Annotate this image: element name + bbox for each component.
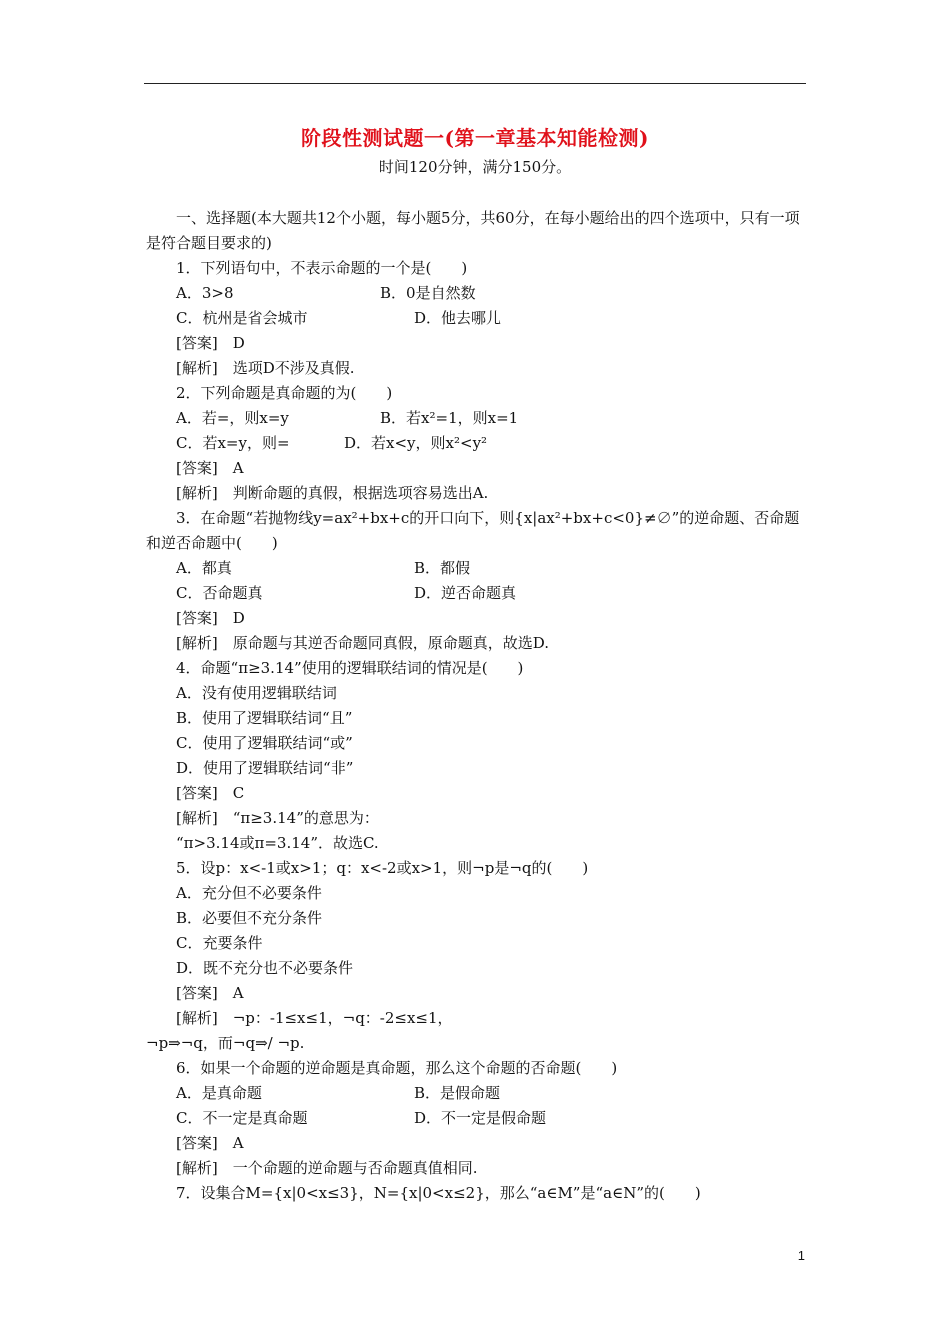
option-c: C．若x=y，则= xyxy=(176,434,290,452)
question-3-stem: 3．在命题“若抛物线y=ax²+bx+c的开口向下，则{x|ax²+bx+c<0}≠∅”的逆命题、否命题和逆否命题中( ) xyxy=(146,509,800,552)
option-c: C．否命题真 xyxy=(176,584,263,602)
question-1-answer: [答案] D xyxy=(176,334,245,352)
option-a: A．充分但不必要条件 xyxy=(176,884,322,902)
question-6-answer: [答案] A xyxy=(176,1134,244,1152)
option-d: D．若x<y，则x²<y² xyxy=(344,434,488,452)
question-2-analysis: [解析] 判断命题的真假，根据选项容易选出A. xyxy=(176,484,489,502)
section-heading: 一、选择题(本大题共12个小题，每小题5分，共60分，在每小题给出的四个选项中，只有一项是符合题目要求的) xyxy=(146,209,800,252)
option-b: B．是假命题 xyxy=(414,1084,501,1102)
option-a: A．是真命题 xyxy=(176,1084,262,1102)
option-a: A．3>8 xyxy=(176,284,234,302)
option-d: D．他去哪儿 xyxy=(414,309,502,327)
question-2-stem: 2．下列命题是真命题的为( ) xyxy=(176,384,393,402)
option-c: C．不一定是真命题 xyxy=(176,1109,308,1127)
option-a: A．都真 xyxy=(176,559,232,577)
option-d: D．逆否命题真 xyxy=(414,584,517,602)
question-1-options-row1 xyxy=(146,281,814,306)
question-5-analysis-cont: ¬p⇒¬q，而¬q⇒/ ¬p. xyxy=(146,1034,305,1052)
question-4-analysis-cont: “π>3.14或π=3.14”．故选C. xyxy=(176,834,379,852)
document-body xyxy=(146,206,814,1206)
question-4-stem: 4．命题“π≥3.14”使用的逻辑联结词的情况是( ) xyxy=(176,659,524,677)
page-number: 1 xyxy=(797,1248,805,1263)
option-c: C．充要条件 xyxy=(176,934,263,952)
option-d: D．既不充分也不必要条件 xyxy=(176,959,354,977)
question-3-answer: [答案] D xyxy=(176,609,245,627)
question-2-options-row1 xyxy=(146,406,814,431)
question-6-analysis: [解析] 一个命题的逆命题与否命题真值相同. xyxy=(176,1159,478,1177)
question-4-analysis: [解析] “π≥3.14”的意思为： xyxy=(176,809,379,827)
option-b: B．必要但不充分条件 xyxy=(176,909,323,927)
question-1-analysis: [解析] 选项D不涉及真假. xyxy=(176,359,355,377)
question-6-options-row1 xyxy=(146,1081,814,1106)
question-2-options-row2 xyxy=(146,431,814,456)
question-3-options-row1 xyxy=(146,556,814,581)
question-3-options-row2 xyxy=(146,581,814,606)
option-b: B．0是自然数 xyxy=(380,284,476,302)
option-a: A．若=，则x=y xyxy=(176,409,289,427)
option-b: B．都假 xyxy=(414,559,471,577)
question-5-answer: [答案] A xyxy=(176,984,244,1002)
header-rule xyxy=(144,83,806,84)
option-d: D．使用了逻辑联结词“非” xyxy=(176,759,354,777)
option-c: C．使用了逻辑联结词“或” xyxy=(176,734,353,752)
question-6-options-row2 xyxy=(146,1106,814,1131)
question-2-answer: [答案] A xyxy=(176,459,244,477)
question-1-options-row2 xyxy=(146,306,814,331)
option-b: B．使用了逻辑联结词“且” xyxy=(176,709,353,727)
option-d: D．不一定是假命题 xyxy=(414,1109,547,1127)
question-1-stem: 1．下列语句中，不表示命题的一个是( ) xyxy=(176,259,468,277)
option-b: B．若x²=1，则x=1 xyxy=(380,409,519,427)
question-3-analysis: [解析] 原命题与其逆否命题同真假，原命题真，故选D. xyxy=(176,634,549,652)
question-5-stem: 5．设p：x<-1或x>1；q：x<-2或x>1，则¬p是¬q的( ) xyxy=(176,859,589,877)
question-4-answer: [答案] C xyxy=(176,784,245,802)
question-7-stem: 7．设集合M={x|0<x≤3}，N={x|0<x≤2}，那么“a∈M”是“a∈N”的( ) xyxy=(176,1184,701,1202)
document-subtitle: 时间120分钟，满分150分。 xyxy=(378,158,572,176)
option-a: A．没有使用逻辑联结词 xyxy=(176,684,337,702)
document-title: 阶段性测试题一(第一章基本知能检测) xyxy=(301,126,649,150)
question-5-analysis: [解析] ¬p：-1≤x≤1，¬q：-2≤x≤1， xyxy=(176,1009,453,1027)
question-6-stem: 6．如果一个命题的逆命题是真命题，那么这个命题的否命题( ) xyxy=(176,1059,618,1077)
option-c: C．杭州是省会城市 xyxy=(176,309,308,327)
